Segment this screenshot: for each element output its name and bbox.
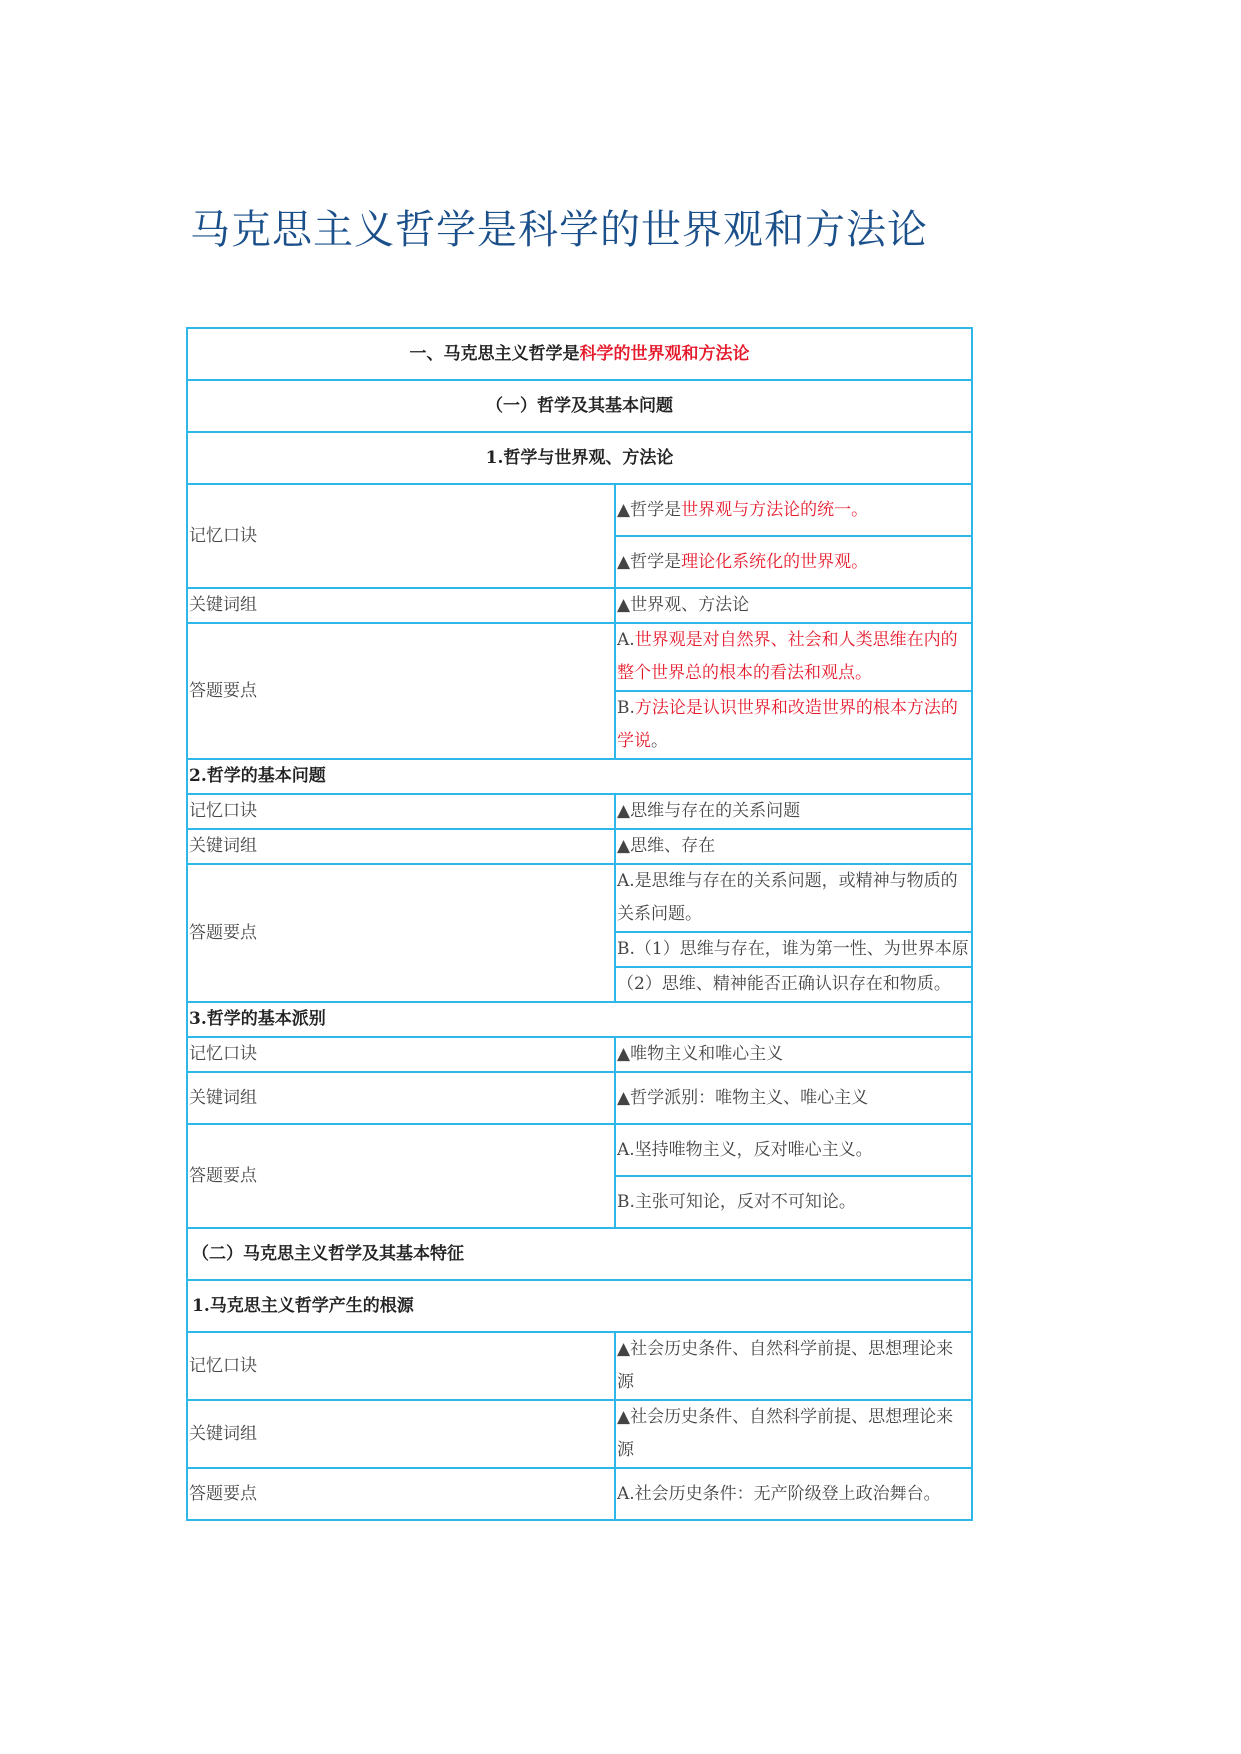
cell-value: ▲唯物主义和唯心主义 [615, 1037, 972, 1072]
table-row [187, 1037, 972, 1072]
row-label: 答题要点 [187, 864, 615, 1002]
cell-value: ▲思维与存在的关系问题 [615, 794, 972, 829]
table-row [187, 484, 972, 536]
row-label: 关键词组 [187, 588, 615, 623]
row-label: 关键词组 [187, 1072, 615, 1124]
cell-value: A.社会历史条件：无产阶级登上政治舞台。 [615, 1468, 972, 1520]
table-row [187, 432, 972, 484]
cell-value: A.世界观是对自然界、社会和人类思维在内的整个世界总的根本的看法和观点。 [615, 623, 972, 691]
row-label: 答题要点 [187, 1468, 615, 1520]
cell-value: B.主张可知论，反对不可知论。 [615, 1176, 972, 1228]
subsection-title: 3.哲学的基本派别 [187, 1002, 972, 1037]
table-row [187, 1280, 972, 1332]
row-label: 记忆口诀 [187, 1332, 615, 1400]
cell-value: B.方法论是认识世界和改造世界的根本方法的学说。 [615, 691, 972, 759]
row-label: 记忆口诀 [187, 1037, 615, 1072]
table-row [187, 829, 972, 864]
cell-value: ▲哲学是世界观与方法论的统一。 [615, 484, 972, 536]
subsection-title: 1.马克思主义哲学产生的根源 [187, 1280, 972, 1332]
table-row [187, 588, 972, 623]
row-label: 关键词组 [187, 829, 615, 864]
cell-value: ▲世界观、方法论 [615, 588, 972, 623]
table-row [187, 623, 972, 691]
cell-value: ▲思维、存在 [615, 829, 972, 864]
row-label: 记忆口诀 [187, 794, 615, 829]
table-row [187, 794, 972, 829]
table-row [187, 1228, 972, 1280]
row-label: 记忆口诀 [187, 484, 615, 588]
cell-value: ▲哲学是理论化系统化的世界观。 [615, 536, 972, 588]
section-title: （二）马克思主义哲学及其基本特征 [187, 1228, 972, 1280]
cell-value: ▲社会历史条件、自然科学前提、思想理论来源 [615, 1400, 972, 1468]
table-row [187, 380, 972, 432]
row-label: 答题要点 [187, 623, 615, 759]
row-label: 关键词组 [187, 1400, 615, 1468]
table-row [187, 328, 972, 380]
cell-value: （2）思维、精神能否正确认识存在和物质。 [615, 967, 972, 1002]
table-row [187, 864, 972, 932]
heading-prefix: 一、马克思主义哲学是 [409, 343, 580, 364]
subsection-title: 1.哲学与世界观、方法论 [187, 432, 972, 484]
page-title: 马克思主义哲学是科学的世界观和方法论 [190, 207, 928, 253]
cell-value: ▲哲学派别：唯物主义、唯心主义 [615, 1072, 972, 1124]
table-row [187, 1468, 972, 1520]
table-row [187, 759, 972, 794]
table-row [187, 1124, 972, 1176]
subsection-title: 2.哲学的基本问题 [187, 759, 972, 794]
table-row [187, 1072, 972, 1124]
main-heading [187, 328, 972, 380]
section-title: （一）哲学及其基本问题 [187, 380, 972, 432]
table-row [187, 1400, 972, 1468]
cell-value: B.（1）思维与存在，谁为第一性、为世界本原 [615, 932, 972, 967]
cell-value: A.坚持唯物主义，反对唯心主义。 [615, 1124, 972, 1176]
cell-value: A.是思维与存在的关系问题，或精神与物质的关系问题。 [615, 864, 972, 932]
cell-value: ▲社会历史条件、自然科学前提、思想理论来源 [615, 1332, 972, 1400]
study-table [186, 327, 973, 1521]
heading-highlight: 科学的世界观和方法论 [579, 343, 750, 364]
table-row [187, 1002, 972, 1037]
table-row [187, 1332, 972, 1400]
row-label: 答题要点 [187, 1124, 615, 1228]
